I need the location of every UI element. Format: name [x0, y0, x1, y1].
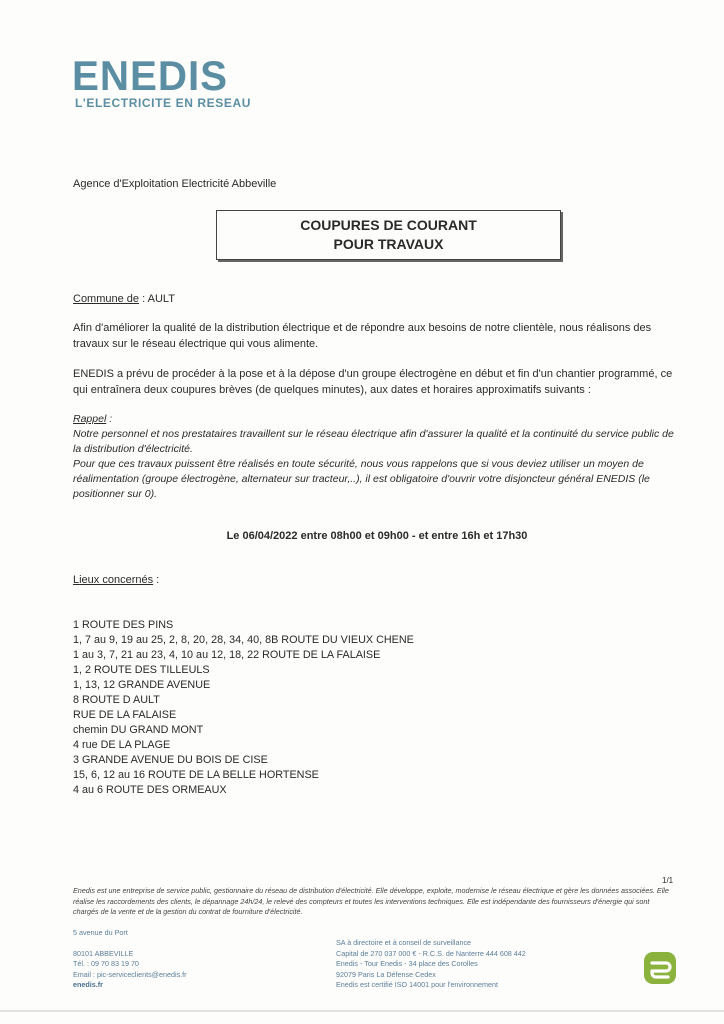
address-email[interactable]: Email : pic-serviceclients@enedis.fr: [73, 969, 187, 979]
legal-line: Enedis - Tour Enedis - 34 place des Corolles: [336, 959, 478, 968]
legal-line: SA à directoire et à conseil de surveillance: [336, 938, 472, 947]
commune-line: [73, 293, 175, 305]
enedis-emblem-icon: [642, 950, 678, 991]
legal-line: Capital de 270 037 000 € - R.C.S. de Nanterre 444 608 442: [336, 948, 526, 958]
works-paragraph: ENEDIS a prévu de procéder à la pose et à la dépose d'un groupe électrogène en début et fin d'un chantier programmé, ce qui entraînera deux coupures brèves (de quelques minutes), aux dates et horaires approximatifs suivants :: [73, 368, 673, 396]
scan-edge-line: [0, 1010, 724, 1012]
legal-line: Enedis est certifié ISO 14001 pour l'environnement: [336, 980, 498, 989]
locations-label-suffix: :: [153, 574, 160, 586]
address-city: 80101 ABBEVILLE: [73, 948, 134, 958]
footer-disclaimer: Enedis est une entreprise de service public, gestionnaire du réseau de distribution d'électricité. Elle développe, exploite, modernise le réseau électrique et gère les données associées. Elle réalise les raccordements des clients, le dépannage 24h/24, le relevé des compteurs et toutes les interventions techniques. Elle est indépendante des fournisseurs d'énergie qui sont chargés de la vente et de la gestion du contrat de fourniture d'électricité.: [73, 886, 669, 916]
commune-separator: :: [139, 293, 148, 305]
enedis-wordmark: [72, 54, 232, 96]
title-line-2: POUR TRAVAUX: [333, 236, 444, 252]
reminder-label-suffix: :: [106, 413, 113, 425]
address-street: 5 avenue du Port: [73, 928, 128, 937]
locations-heading: [73, 574, 159, 586]
list-item: 1, 7 au 9, 19 au 25, 2, 8, 20, 28, 34, 40, 8B ROUTE DU VIEUX CHENE: [73, 634, 414, 646]
list-item: 4 au 6 ROUTE DES ORMEAUX: [73, 784, 227, 796]
commune-label: Commune de: [73, 293, 140, 305]
reminder-block: [73, 412, 683, 502]
notice-title-box: [216, 210, 561, 260]
intro-paragraph: Afin d'améliorer la qualité de la distribution électrique et de répondre aux besoins de notre clientèle, nous réalisons des travaux sur le réseau électrique qui vous alimente.: [73, 322, 652, 350]
page-number: 1/1: [662, 876, 674, 885]
list-item: 1, 2 ROUTE DES TILLEULS: [73, 664, 210, 676]
list-item: 15, 6, 12 au 16 ROUTE DE LA BELLE HORTENSE: [73, 769, 319, 781]
reminder-label: Rappel: [73, 413, 107, 425]
list-item: RUE DE LA FALAISE: [73, 709, 177, 721]
footer-address: [73, 928, 187, 991]
list-item: chemin DU GRAND MONT: [73, 724, 204, 736]
logo-tagline: L'ELECTRICITE EN RESEAU: [75, 96, 251, 110]
agency-name: Agence d'Exploitation Electricité Abbeville: [73, 178, 277, 190]
outage-schedule: Le 06/04/2022 entre 08h00 et 09h00 - et entre 16h et 17h30: [226, 530, 528, 542]
svg-text:ENEDIS: ENEDIS: [72, 54, 228, 96]
list-item: 1 au 3, 7, 21 au 23, 4, 10 au 12, 18, 22 ROUTE DE LA FALAISE: [73, 649, 381, 661]
list-item: 4 rue DE LA PLAGE: [73, 739, 171, 751]
reminder-text-2: Pour que ces travaux puissent être réalisés en toute sécurité, nous vous rappelons que si vous deviez utiliser un moyen de réalimentation (groupe électrogène, alternateur sur tracteur,..), il est obligatoire d'ouvrir votre disjoncteur général ENEDIS (le positionner sur 0).: [73, 458, 650, 500]
legal-line: 92079 Paris La Défense Cedex: [336, 969, 436, 979]
address-phone: Tél. : 09 70 83 19 70: [73, 959, 139, 968]
locations-list: [73, 618, 414, 798]
list-item: 3 GRANDE AVENUE DU BOIS DE CISE: [73, 754, 268, 766]
reminder-text-1: Notre personnel et nos prestataires travaillent sur le réseau électrique afin d'assurer la qualité et la continuité du service public de la distribution d'électricité.: [73, 428, 674, 455]
website-link[interactable]: enedis.fr: [73, 980, 103, 989]
commune-value: AULT: [147, 293, 175, 305]
list-item: 1 ROUTE DES PINS: [73, 619, 174, 631]
list-item: 8 ROUTE D AULT: [73, 694, 160, 706]
enedis-logo: [72, 54, 232, 96]
list-item: 1, 13, 12 GRANDE AVENUE: [73, 679, 211, 691]
locations-label: Lieux concernés: [73, 574, 154, 586]
footer-legal: [336, 938, 526, 991]
title-line-1: COUPURES DE COURANT: [300, 217, 477, 233]
